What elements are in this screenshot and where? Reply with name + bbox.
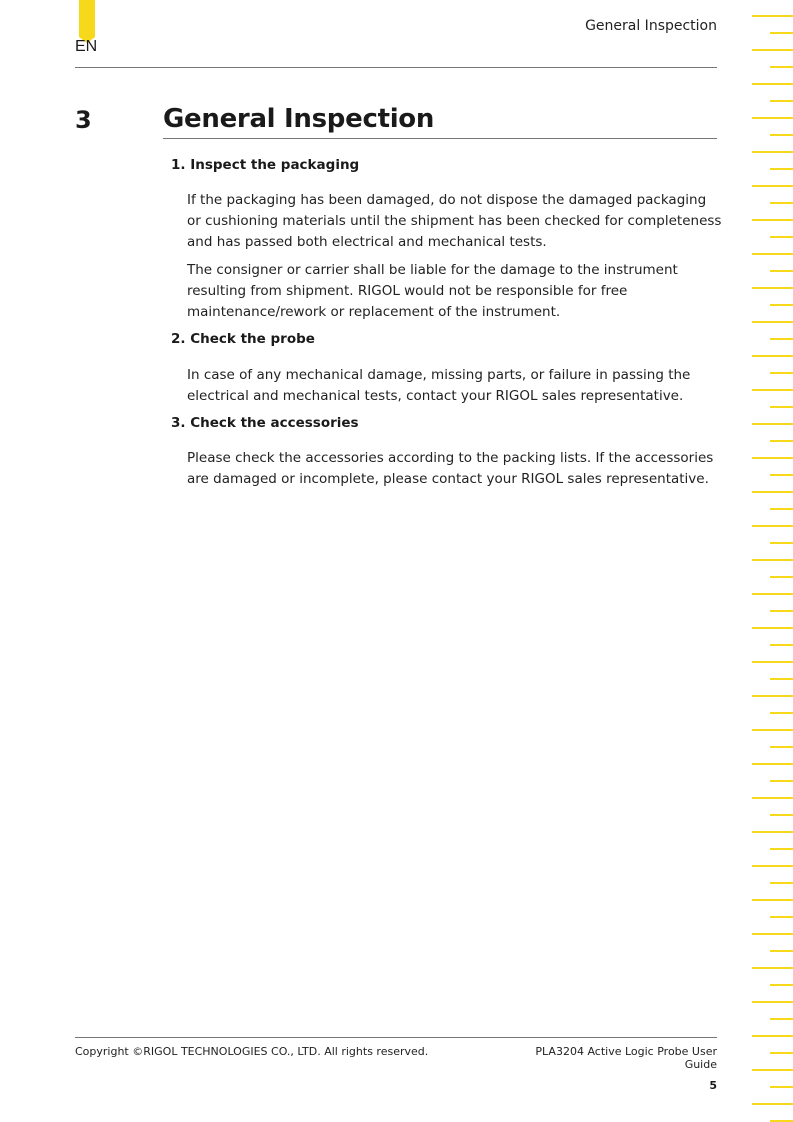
- step-heading-accessories: 3. Check the accessories: [171, 415, 359, 431]
- step-paragraph: Please check the accessories according to the packing lists. If the accessories are damaged or incomplete, please contact your RIGOL sales representative.: [187, 450, 714, 487]
- step-paragraph: In case of any mechanical damage, missing parts, or failure in passing the electrical and mechanical tests, contact your RIGOL sales representative.: [187, 367, 691, 404]
- step-heading-probe: 2. Check the probe: [171, 331, 315, 347]
- running-header-title: General Inspection: [585, 18, 717, 34]
- chapter-number: 3: [75, 106, 92, 134]
- footer-copyright: Copyright ©RIGOL TECHNOLOGIES CO., LTD. All rights reserved.: [75, 1045, 429, 1058]
- footer-doc-title: PLA3204 Active Logic Probe User Guide: [535, 1045, 717, 1071]
- chapter-title: General Inspection: [163, 104, 435, 134]
- language-tab-marker: [79, 0, 95, 37]
- chapter-divider: [163, 138, 717, 139]
- margin-ruler-short-ticks: [770, 17, 793, 1122]
- step-paragraph: If the packaging has been damaged, do not dispose the damaged packaging or cushioning materials until the shipment has been checked for completeness and has passed both electrical and mechanical tests.: [187, 192, 722, 250]
- step-paragraph: The consigner or carrier shall be liable for the damage to the instrument resulting from shipment. RIGOL would not be responsible for free maintenance/rework or replacement of the instrument.: [187, 262, 678, 320]
- header-divider: [75, 67, 717, 68]
- footer-divider: [75, 1037, 717, 1038]
- language-label: EN: [75, 38, 98, 55]
- step-heading-packaging: 1. Inspect the packaging: [171, 157, 360, 173]
- page-number: 5: [709, 1079, 717, 1092]
